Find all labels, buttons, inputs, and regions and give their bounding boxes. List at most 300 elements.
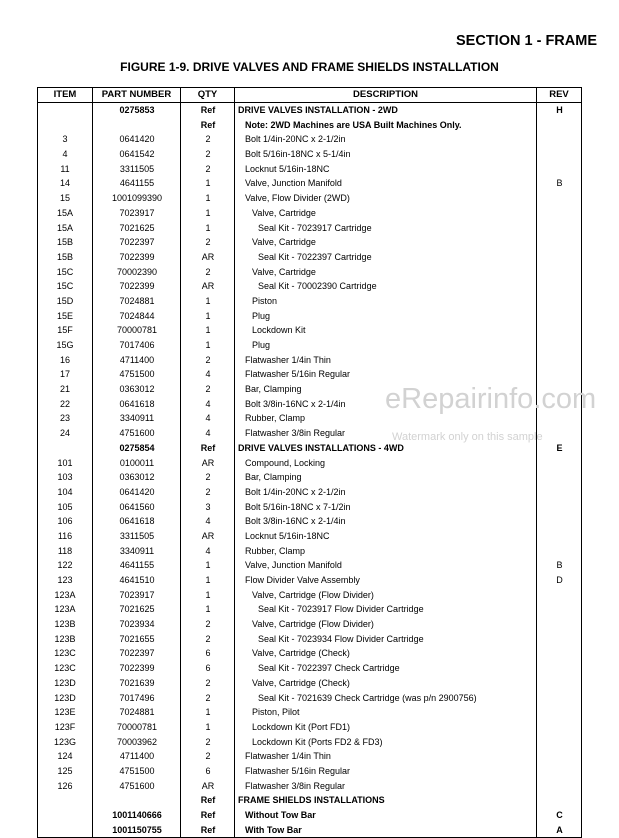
row-part-number: 1001150755 bbox=[112, 824, 162, 835]
row-qty: 2 bbox=[205, 237, 211, 248]
row-item: 116 bbox=[57, 530, 73, 541]
table-row bbox=[37, 411, 582, 426]
table-row bbox=[37, 470, 582, 485]
row-description: Bolt 1/4in-20NC x 2-1/2in bbox=[245, 134, 346, 145]
row-item: 15 bbox=[59, 193, 70, 204]
row-part-number: 7023917 bbox=[119, 589, 155, 600]
row-item: 15C bbox=[56, 281, 74, 292]
row-description: Lockdown Kit (Port FD1) bbox=[252, 721, 351, 732]
row-qty: 2 bbox=[205, 163, 211, 174]
row-qty: 1 bbox=[205, 178, 211, 189]
row-qty: AR bbox=[201, 780, 215, 791]
row-description: With Tow Bar bbox=[245, 824, 302, 835]
table-row bbox=[37, 808, 582, 823]
row-qty: 6 bbox=[205, 663, 211, 674]
row-qty: 4 bbox=[205, 545, 211, 556]
row-qty: 1 bbox=[205, 604, 211, 615]
row-qty: 2 bbox=[205, 149, 211, 160]
row-description: Valve, Junction Manifold bbox=[245, 560, 342, 571]
row-rev bbox=[537, 661, 582, 676]
row-rev bbox=[537, 720, 582, 735]
row-part-number: 1001140666 bbox=[112, 810, 162, 820]
table-row bbox=[37, 573, 582, 588]
section-title: SECTION 1 - FRAME bbox=[456, 33, 597, 49]
row-description: Plug bbox=[252, 340, 271, 350]
row-item: 125 bbox=[57, 765, 73, 776]
row-description: Flatwasher 1/4in Thin bbox=[245, 354, 331, 365]
table-row bbox=[37, 250, 582, 265]
row-item: 123B bbox=[54, 619, 76, 630]
row-part-number bbox=[93, 793, 181, 808]
row-rev bbox=[537, 426, 582, 441]
row-item: 122 bbox=[57, 560, 73, 571]
table-row bbox=[37, 617, 582, 632]
row-part-number: 0641618 bbox=[119, 398, 155, 409]
row-description: Seal Kit - 7022397 Cartridge bbox=[258, 251, 372, 262]
column-rule bbox=[180, 103, 181, 837]
table-row bbox=[37, 103, 582, 118]
table-row bbox=[37, 367, 582, 382]
row-part-number: 0275854 bbox=[119, 442, 155, 453]
row-part-number: 0363012 bbox=[119, 472, 155, 483]
row-qty: 1 bbox=[205, 589, 211, 600]
row-item: 101 bbox=[57, 457, 73, 468]
row-part-number: 7024881 bbox=[119, 707, 155, 718]
row-item bbox=[37, 808, 93, 823]
row-rev: C bbox=[556, 810, 563, 820]
row-qty: 1 bbox=[205, 560, 211, 571]
row-rev bbox=[537, 309, 582, 324]
column-rule bbox=[92, 103, 93, 837]
table-row bbox=[37, 646, 582, 661]
row-qty: 6 bbox=[205, 648, 211, 659]
column-rule bbox=[581, 103, 582, 837]
row-part-number: 3311505 bbox=[119, 163, 155, 174]
row-part-number: 4711400 bbox=[119, 354, 155, 365]
row-rev bbox=[537, 735, 582, 750]
row-part-number: 4751600 bbox=[119, 428, 155, 439]
row-qty: 4 bbox=[205, 428, 211, 439]
row-qty: 2 bbox=[205, 486, 211, 497]
row-description: Valve, Cartridge bbox=[252, 266, 316, 277]
row-part-number: 4751500 bbox=[119, 765, 155, 776]
row-rev bbox=[537, 793, 582, 808]
row-qty: Ref bbox=[200, 119, 216, 130]
row-qty: 2 bbox=[205, 266, 211, 277]
row-description: Rubber, Clamp bbox=[245, 545, 306, 556]
row-qty: 1 bbox=[205, 310, 211, 321]
table-row bbox=[37, 500, 582, 515]
row-item: 123A bbox=[54, 589, 76, 600]
row-item: 15F bbox=[57, 325, 73, 336]
row-qty: 4 bbox=[205, 398, 211, 409]
row-part-number: 7021639 bbox=[119, 677, 155, 688]
row-item: 123F bbox=[54, 721, 76, 732]
row-part-number: 7022399 bbox=[119, 663, 155, 674]
table-row bbox=[37, 323, 582, 338]
row-item bbox=[37, 793, 93, 808]
row-part-number: 0363012 bbox=[119, 384, 155, 395]
row-part-number: 4641155 bbox=[119, 560, 155, 571]
column-rule bbox=[234, 103, 235, 837]
row-rev bbox=[537, 602, 582, 617]
row-description: Valve, Cartridge (Check) bbox=[252, 648, 350, 659]
row-part-number: 0641420 bbox=[119, 486, 155, 497]
parts-table bbox=[37, 87, 582, 838]
row-description: Flatwasher 3/8in Regular bbox=[245, 428, 346, 439]
row-part-number: 4751600 bbox=[119, 780, 155, 791]
table-row bbox=[37, 485, 582, 500]
row-description: Flatwasher 1/4in Thin bbox=[245, 751, 331, 762]
row-part-number: 4751500 bbox=[119, 369, 155, 380]
row-rev bbox=[537, 617, 582, 632]
row-description: Without Tow Bar bbox=[245, 810, 316, 820]
row-description: DRIVE VALVES INSTALLATIONS - 4WD bbox=[238, 442, 404, 453]
row-description: Locknut 5/16in-18NC bbox=[245, 530, 330, 541]
header-item: ITEM bbox=[37, 88, 93, 102]
row-item: 21 bbox=[59, 384, 70, 395]
row-item: 105 bbox=[57, 501, 73, 512]
header-part-number: PART NUMBER bbox=[93, 88, 181, 102]
row-description: Seal Kit - 7023917 Flow Divider Cartridge bbox=[258, 604, 424, 615]
row-qty: 2 bbox=[205, 619, 211, 630]
row-qty: 1 bbox=[205, 575, 211, 585]
row-part-number: 0275853 bbox=[119, 105, 155, 115]
table-row bbox=[37, 823, 582, 838]
row-part-number: 0641560 bbox=[119, 501, 155, 512]
row-rev bbox=[537, 411, 582, 426]
row-qty: 3 bbox=[205, 501, 211, 512]
row-item: 15C bbox=[56, 266, 74, 277]
row-qty: 1 bbox=[205, 222, 211, 233]
row-item: 24 bbox=[59, 428, 70, 439]
watermark-subtext: Watermark only on this sample bbox=[392, 431, 543, 443]
row-part-number: 7021625 bbox=[119, 604, 155, 615]
row-item: 15E bbox=[56, 310, 73, 321]
row-part-number: 3340911 bbox=[119, 413, 155, 424]
row-part-number: 70003962 bbox=[116, 736, 158, 747]
row-rev bbox=[537, 323, 582, 338]
row-rev bbox=[537, 397, 582, 412]
row-description: Compound, Locking bbox=[245, 457, 326, 468]
row-part-number: 7022399 bbox=[119, 251, 155, 262]
table-body bbox=[37, 103, 582, 838]
table-row bbox=[37, 132, 582, 147]
row-item bbox=[37, 441, 93, 456]
table-row bbox=[37, 676, 582, 691]
row-item: 123E bbox=[54, 707, 76, 718]
table-row bbox=[37, 353, 582, 368]
row-part-number: 7023934 bbox=[119, 619, 155, 630]
row-rev: B bbox=[556, 560, 563, 571]
row-description: Valve, Cartridge (Flow Divider) bbox=[252, 589, 374, 600]
row-item: 15A bbox=[56, 207, 73, 218]
row-description: Flatwasher 3/8in Regular bbox=[245, 780, 346, 791]
table-row bbox=[37, 294, 582, 309]
row-qty: 2 bbox=[205, 677, 211, 688]
row-item bbox=[37, 103, 93, 118]
row-rev bbox=[537, 353, 582, 368]
row-rev: H bbox=[556, 105, 563, 115]
row-rev bbox=[537, 705, 582, 720]
table-row bbox=[37, 279, 582, 294]
row-rev bbox=[537, 779, 582, 794]
row-qty: 1 bbox=[205, 721, 211, 732]
table-row bbox=[37, 426, 582, 441]
row-qty: Ref bbox=[200, 795, 216, 806]
row-description: Piston, Pilot bbox=[252, 707, 300, 718]
row-qty: 2 bbox=[205, 354, 211, 365]
row-item: 123 bbox=[57, 575, 73, 585]
row-item bbox=[37, 823, 93, 838]
row-rev bbox=[537, 749, 582, 764]
row-rev bbox=[537, 235, 582, 250]
header-rev: REV bbox=[537, 88, 582, 102]
row-part-number: 0641420 bbox=[119, 134, 155, 145]
row-part-number: 7024844 bbox=[119, 310, 155, 321]
row-qty: AR bbox=[201, 457, 215, 468]
row-rev: D bbox=[556, 575, 563, 585]
row-item: 123D bbox=[54, 692, 76, 703]
table-row bbox=[37, 691, 582, 706]
row-description: Lockdown Kit (Ports FD2 & FD3) bbox=[252, 736, 383, 747]
row-item: 11 bbox=[60, 163, 70, 174]
row-part-number: 0641542 bbox=[119, 149, 155, 160]
table-row bbox=[37, 764, 582, 779]
row-part-number: 4711400 bbox=[119, 751, 155, 762]
row-description: Plug bbox=[252, 310, 271, 321]
row-description: Lockdown Kit bbox=[252, 325, 306, 336]
row-rev bbox=[537, 500, 582, 515]
row-part-number bbox=[93, 118, 181, 133]
row-item: 15B bbox=[56, 237, 73, 248]
row-item: 118 bbox=[57, 545, 73, 556]
row-description: Valve, Cartridge (Flow Divider) bbox=[252, 619, 374, 630]
row-rev bbox=[537, 588, 582, 603]
row-qty: 1 bbox=[205, 325, 211, 336]
row-part-number: 7022397 bbox=[119, 648, 155, 659]
table-row bbox=[37, 529, 582, 544]
row-description: Seal Kit - 7022397 Check Cartridge bbox=[258, 663, 400, 674]
table-row bbox=[37, 441, 582, 456]
row-description: Bar, Clamping bbox=[245, 472, 302, 483]
row-qty: 1 bbox=[205, 207, 211, 218]
row-description: Seal Kit - 7021639 Check Cartridge (was p/n 2900756) bbox=[258, 692, 477, 703]
row-rev bbox=[537, 485, 582, 500]
row-qty: 2 bbox=[205, 472, 211, 483]
row-qty: 2 bbox=[205, 751, 211, 762]
row-rev bbox=[537, 632, 582, 647]
row-description: Valve, Cartridge bbox=[252, 237, 316, 248]
row-description: Flatwasher 5/16in Regular bbox=[245, 369, 351, 380]
row-description: Rubber, Clamp bbox=[245, 413, 306, 424]
row-qty: 2 bbox=[205, 692, 211, 703]
row-item: 22 bbox=[59, 398, 70, 409]
row-item: 123C bbox=[54, 663, 76, 674]
table-row bbox=[37, 661, 582, 676]
table-row bbox=[37, 456, 582, 471]
row-description: Seal Kit - 70002390 Cartridge bbox=[258, 281, 377, 292]
table-row bbox=[37, 602, 582, 617]
row-rev bbox=[537, 147, 582, 162]
row-part-number: 7017496 bbox=[119, 692, 155, 703]
row-rev bbox=[537, 456, 582, 471]
table-row bbox=[37, 720, 582, 735]
row-qty: 1 bbox=[205, 193, 211, 204]
row-qty: 4 bbox=[205, 516, 211, 527]
row-rev bbox=[537, 118, 582, 133]
row-item: 23 bbox=[59, 413, 70, 424]
row-part-number: 7022397 bbox=[119, 237, 155, 248]
row-part-number: 3340911 bbox=[119, 545, 155, 556]
row-qty: 1 bbox=[205, 295, 211, 306]
row-item: 103 bbox=[57, 472, 73, 483]
row-description: Locknut 5/16in-18NC bbox=[245, 163, 330, 174]
table-row bbox=[37, 191, 582, 206]
row-qty: 4 bbox=[205, 413, 211, 424]
row-qty: 2 bbox=[205, 134, 211, 145]
table-row bbox=[37, 382, 582, 397]
row-rev bbox=[537, 221, 582, 236]
row-qty: 1 bbox=[205, 707, 211, 718]
row-part-number: 70002390 bbox=[116, 266, 158, 277]
row-qty: Ref bbox=[200, 442, 216, 453]
row-description: Valve, Cartridge bbox=[252, 207, 316, 218]
row-description: Valve, Junction Manifold bbox=[245, 178, 342, 189]
row-rev bbox=[537, 162, 582, 177]
row-description: Bolt 3/8in-16NC x 2-1/4in bbox=[245, 516, 346, 527]
row-qty: Ref bbox=[200, 810, 216, 820]
row-qty: AR bbox=[201, 530, 215, 541]
row-description: Bolt 3/8in-16NC x 2-1/4in bbox=[245, 398, 346, 409]
row-description: DRIVE VALVES INSTALLATION - 2WD bbox=[238, 105, 398, 115]
row-item: 123B bbox=[54, 633, 76, 644]
row-qty: 2 bbox=[205, 633, 211, 644]
row-part-number: 70000781 bbox=[116, 721, 158, 732]
table-row bbox=[37, 558, 582, 573]
table-row bbox=[37, 309, 582, 324]
row-description: Valve, Cartridge (Check) bbox=[252, 677, 350, 688]
table-row bbox=[37, 544, 582, 559]
column-rule bbox=[37, 103, 38, 837]
table-row bbox=[37, 749, 582, 764]
row-rev bbox=[537, 367, 582, 382]
row-rev bbox=[537, 132, 582, 147]
row-rev bbox=[537, 338, 582, 353]
row-description: Bolt 5/16in-18NC x 5-1/4in bbox=[245, 149, 351, 160]
row-rev bbox=[537, 294, 582, 309]
row-part-number: 1001099390 bbox=[111, 193, 163, 204]
row-item: 15B bbox=[56, 251, 73, 262]
row-part-number: 7022399 bbox=[119, 281, 155, 292]
row-qty: 2 bbox=[205, 736, 211, 747]
row-rev bbox=[537, 691, 582, 706]
row-item: 15G bbox=[56, 340, 74, 350]
row-item: 104 bbox=[57, 486, 73, 497]
row-description: Seal Kit - 7023934 Flow Divider Cartridge bbox=[258, 633, 424, 644]
header-qty: QTY bbox=[181, 88, 235, 102]
row-item: 17 bbox=[59, 369, 70, 380]
row-item: 3 bbox=[62, 134, 68, 145]
row-rev bbox=[537, 646, 582, 661]
table-row bbox=[37, 206, 582, 221]
row-item: 123C bbox=[54, 648, 76, 659]
row-part-number: 3311505 bbox=[119, 530, 155, 541]
row-part-number: 7017406 bbox=[119, 340, 155, 350]
row-description: Valve, Flow Divider (2WD) bbox=[245, 193, 350, 204]
row-item: 14 bbox=[59, 178, 70, 189]
row-qty: 6 bbox=[205, 765, 211, 776]
row-rev bbox=[537, 265, 582, 280]
row-rev bbox=[537, 544, 582, 559]
row-rev: E bbox=[556, 442, 563, 453]
column-rule bbox=[536, 103, 537, 837]
watermark-text: eRepairinfo.com bbox=[385, 383, 597, 415]
row-qty: Ref bbox=[200, 824, 216, 835]
table-row bbox=[37, 176, 582, 191]
table-row bbox=[37, 147, 582, 162]
row-rev bbox=[537, 279, 582, 294]
row-part-number: 7023917 bbox=[119, 207, 155, 218]
table-header bbox=[37, 87, 582, 103]
table-row bbox=[37, 221, 582, 236]
table-row bbox=[37, 265, 582, 280]
row-description: Flow Divider Valve Assembly bbox=[245, 575, 360, 585]
row-rev bbox=[537, 676, 582, 691]
row-item: 126 bbox=[57, 780, 73, 791]
row-rev bbox=[537, 529, 582, 544]
table-row bbox=[37, 735, 582, 750]
row-rev bbox=[537, 382, 582, 397]
row-qty: 2 bbox=[205, 384, 211, 395]
row-description: Bar, Clamping bbox=[245, 384, 302, 395]
row-item: 123D bbox=[54, 677, 76, 688]
row-rev bbox=[537, 250, 582, 265]
row-description: Bolt 5/16in-18NC x 7-1/2in bbox=[245, 501, 351, 512]
table-row bbox=[37, 793, 582, 808]
row-qty: 1 bbox=[205, 340, 211, 350]
header-description: DESCRIPTION bbox=[235, 88, 537, 102]
row-item: 123A bbox=[54, 604, 76, 615]
row-qty: AR bbox=[201, 251, 215, 262]
row-item: 15A bbox=[56, 222, 73, 233]
row-description: FRAME SHIELDS INSTALLATIONS bbox=[238, 795, 385, 806]
table-row bbox=[37, 118, 582, 133]
row-description: Bolt 1/4in-20NC x 2-1/2in bbox=[245, 486, 346, 497]
row-item bbox=[37, 118, 93, 133]
row-qty: Ref bbox=[200, 105, 216, 115]
row-rev bbox=[537, 206, 582, 221]
row-item: 4 bbox=[62, 149, 68, 160]
row-item: 16 bbox=[59, 354, 70, 365]
row-item: 124 bbox=[57, 751, 73, 762]
table-row bbox=[37, 632, 582, 647]
table-row bbox=[37, 162, 582, 177]
row-rev: A bbox=[556, 824, 563, 835]
row-description: Note: 2WD Machines are USA Built Machines Only. bbox=[245, 119, 462, 130]
row-part-number: 0641618 bbox=[119, 516, 155, 527]
table-row bbox=[37, 338, 582, 353]
row-part-number: 7021655 bbox=[119, 633, 155, 644]
row-rev bbox=[537, 514, 582, 529]
table-row bbox=[37, 397, 582, 412]
row-qty: AR bbox=[201, 281, 215, 292]
row-part-number: 4641155 bbox=[119, 178, 155, 189]
figure-title: FIGURE 1-9. DRIVE VALVES AND FRAME SHIELDS INSTALLATION bbox=[120, 60, 499, 74]
row-rev bbox=[537, 764, 582, 779]
row-part-number: 7024881 bbox=[119, 295, 155, 306]
table-row bbox=[37, 779, 582, 794]
